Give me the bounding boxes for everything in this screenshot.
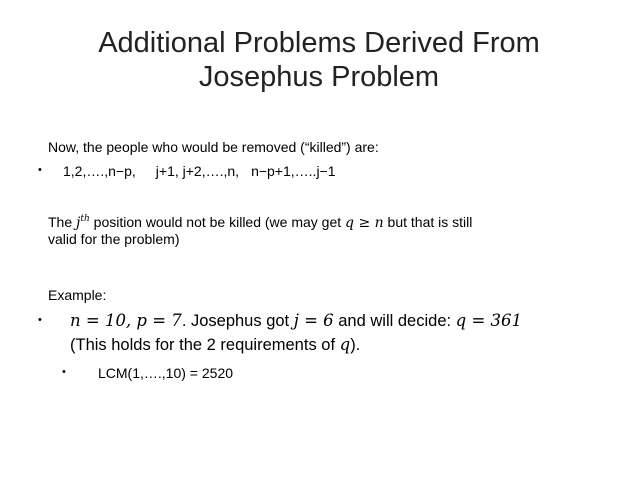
- sub-bullet-icon: •: [62, 366, 66, 378]
- example-math-j: j = 6: [293, 311, 334, 330]
- example-label: Example:: [48, 287, 107, 303]
- bullet-icon: •: [38, 164, 42, 176]
- jth-position-text: The $j^{th}$ position would not be killed (we may get q ≥ n but that is still: [48, 214, 473, 231]
- removed-segment-2: j+1, j+2,….,n,: [155, 163, 240, 179]
- removed-segment-1: 1,2,….,n−p,: [63, 163, 136, 179]
- lcm-text: LCM(1,….,10) = 2520: [98, 365, 234, 381]
- example-line-1: n = 10, p = 7. Josephus got j = 6 and will decide: q = 361: [70, 311, 523, 330]
- bullet-icon: •: [38, 314, 42, 326]
- jth-position-text-line2: valid for the problem): [48, 231, 180, 247]
- removed-list-text: [63, 162, 336, 180]
- title-line-1: Additional Problems Derived From: [98, 27, 540, 59]
- example-math-np: n = 10, p = 7: [70, 311, 182, 330]
- title-line-2: Josephus Problem: [198, 61, 440, 93]
- example-line-2: (This holds for the 2 requirements of q).: [70, 335, 361, 354]
- removed-segment-3: n−p+1,…..j−1: [251, 163, 336, 179]
- slide-title: [0, 26, 638, 94]
- intro-text: Now, the people who would be removed (“killed”) are:: [48, 139, 379, 155]
- example-math-q: q = 361: [455, 311, 523, 330]
